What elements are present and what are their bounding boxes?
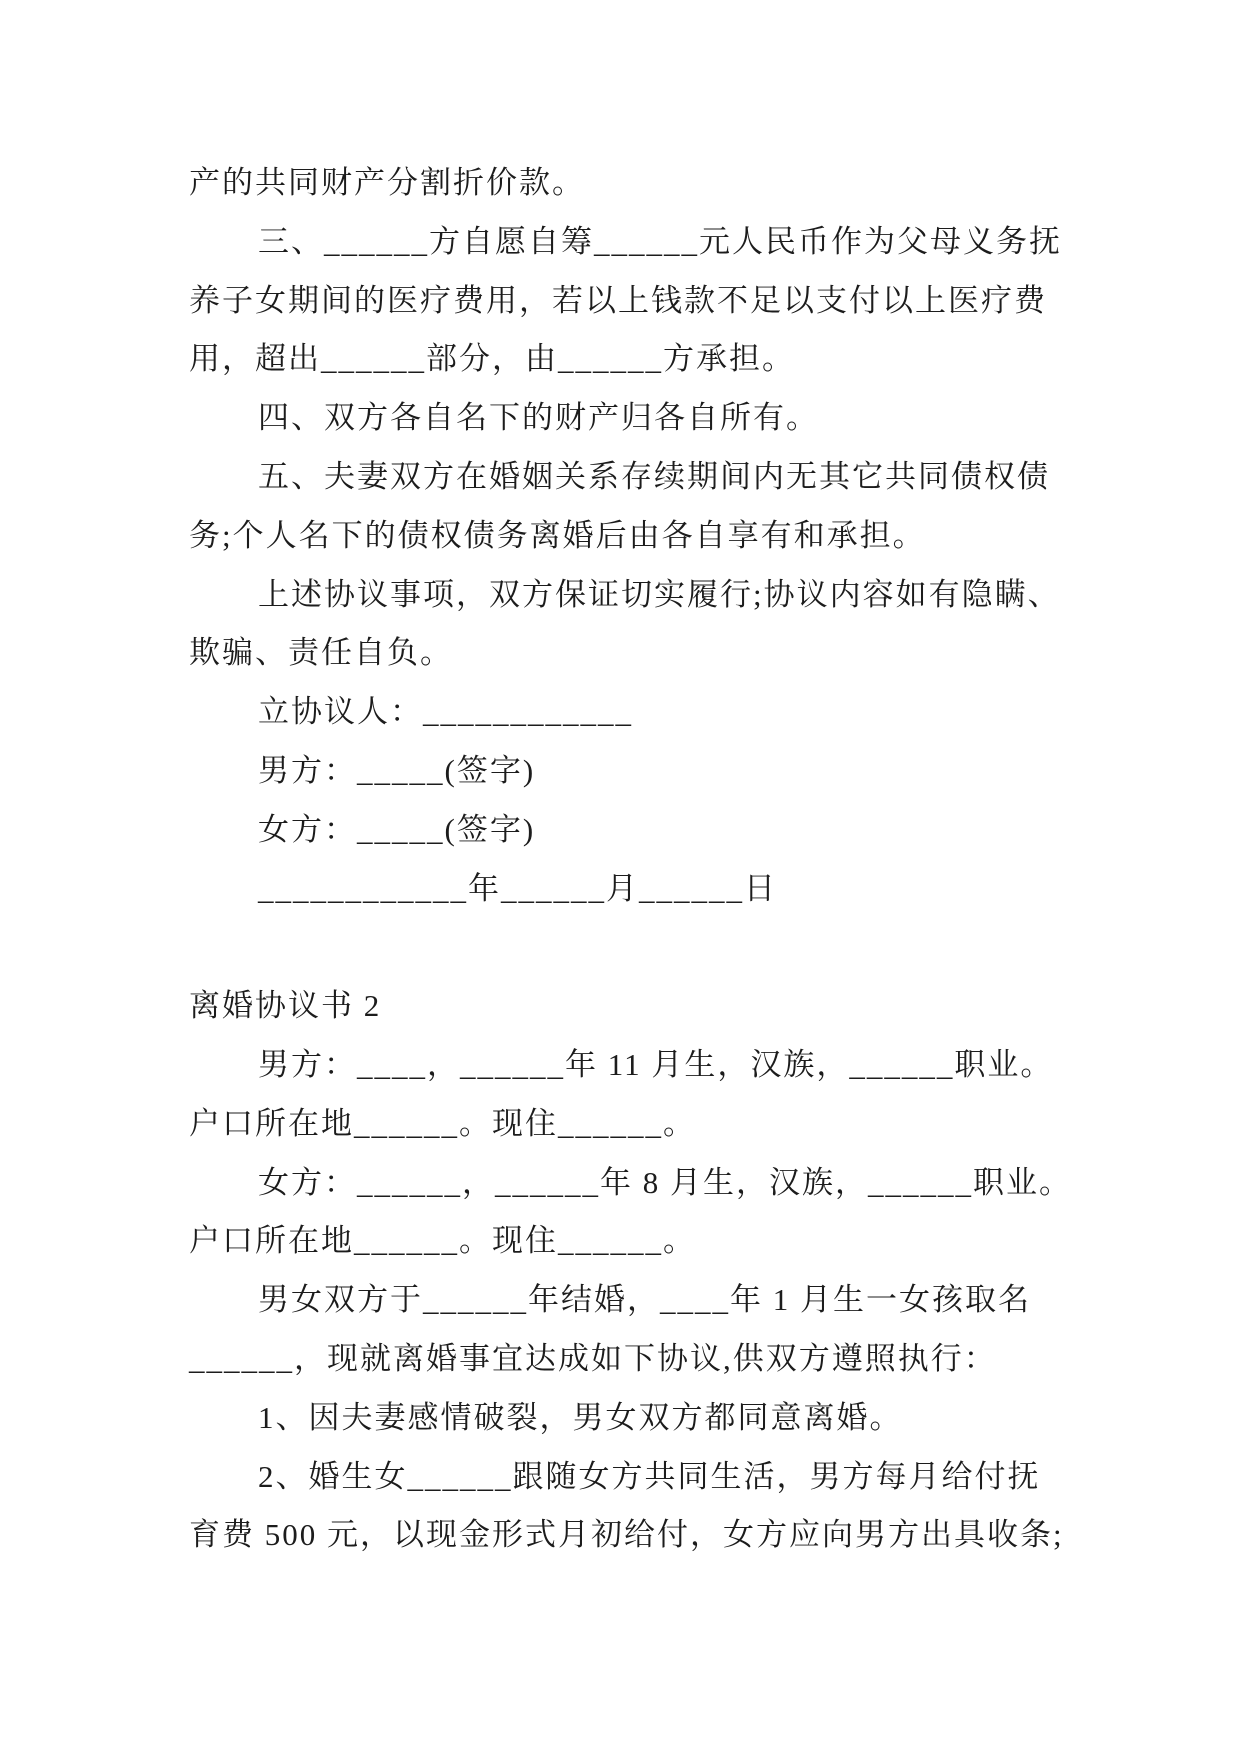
clause-3-line-3: 用，超出______部分，由______方承担。 [189,341,795,377]
clause-4-line: 四、双方各自名下的财产归各自所有。 [258,400,819,436]
male-party-line-2: 户口所在地______。现住______。 [189,1105,696,1141]
clause-3-line-2: 养子女期间的医疗费用，若以上钱款不足以支付以上医疗费 [189,282,1047,318]
female-party-line-2: 户口所在地______。现住______。 [189,1223,696,1259]
item-2-line-2: 育费 500 元，以现金形式月初给付，女方应向男方出具收条; [189,1517,1064,1553]
property-division-line: 产的共同财产分割折价款。 [189,165,585,200]
date-line: ____________年______月______日 [258,870,777,906]
signatory-line: 立协议人：____________ [258,694,633,730]
preamble-line-1: 男女双方于______年结婚，____年 1 月生一女孩取名 [258,1282,1031,1318]
document-title: 离婚协议书 2 [189,988,382,1024]
preamble-line-2: ______，现就离婚事宜达成如下协议,供双方遵照执行： [189,1340,997,1376]
section-spacer [189,918,1189,977]
clause-5-line-1: 五、夫妻双方在婚姻关系存续期间内无其它共同债权债 [258,458,1050,494]
male-party-line-1: 男方：____，______年 11 月生，汉族，______职业。 [258,1046,1054,1082]
female-signature-line: 女方：_____(签字) [258,811,536,847]
clause-3-line-1: 三、______方自愿自筹______元人民币作为父母义务抚 [258,223,1062,259]
guarantee-line-2: 欺骗、责任自负。 [189,635,453,671]
document-body [189,154,1189,1565]
item-2-line-1: 2、婚生女______跟随女方共同生活，男方每月给付抚 [258,1458,1041,1494]
male-signature-line: 男方：_____(签字) [258,752,536,788]
clause-5-line-2: 务;个人名下的债权债务离婚后由各自享有和承担。 [189,517,926,553]
guarantee-line-1: 上述协议事项，双方保证切实履行;协议内容如有隐瞒、 [258,576,1061,612]
female-party-line-1: 女方：______，______年 8 月生，汉族，______职业。 [258,1164,1072,1200]
item-1-line: 1、因夫妻感情破裂，男女双方都同意离婚。 [258,1399,903,1435]
